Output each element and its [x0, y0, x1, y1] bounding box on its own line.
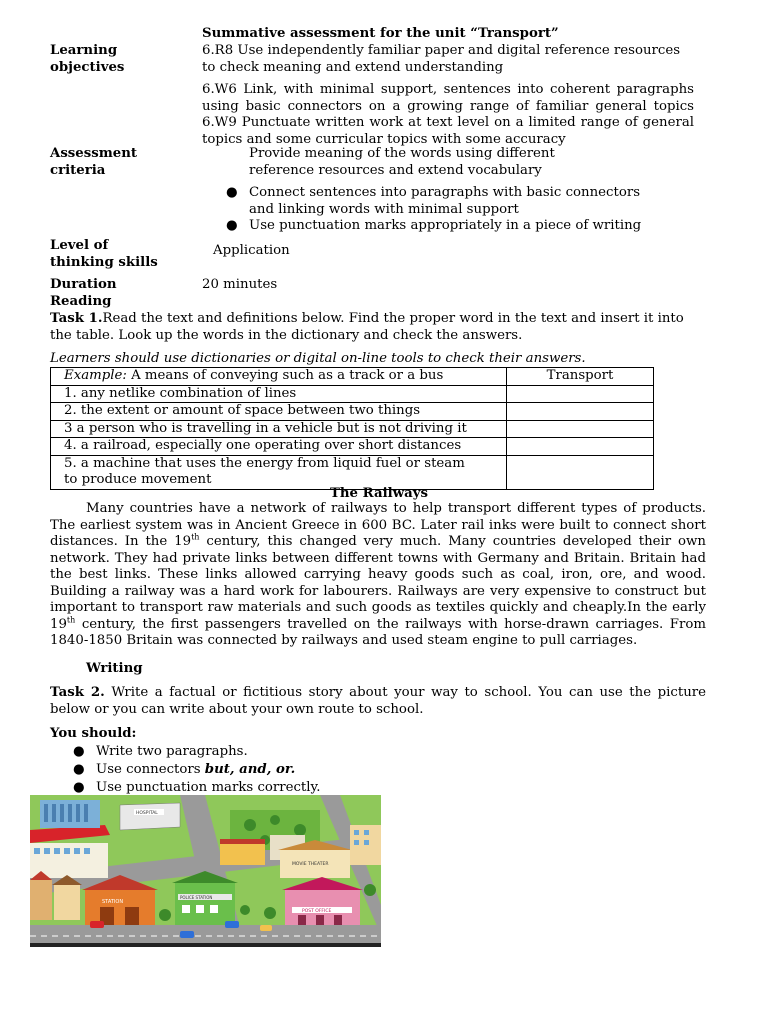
task-1-label: Task 1. [50, 311, 103, 326]
example-label: Example: [64, 368, 127, 383]
answer-input[interactable] [507, 385, 654, 403]
table-row [51, 385, 654, 403]
objectives-line-2: 6.W6 Link, with minimal support, sentences into coherent paragraphs using basic connectors on a growing range of familiar general topics 6.W9 Punctuate written work at text level on a limited range of general topics and some curricular topics with some accuracy [202, 82, 694, 147]
table-row [51, 455, 654, 489]
town-illustration [30, 795, 381, 947]
post-office-sign: POST OFFICE [302, 909, 332, 914]
criteria-list [226, 185, 649, 235]
list-item: ● Use punctuation marks correctly. [73, 780, 321, 795]
thinking-value: Application [213, 243, 290, 258]
table-cell-answer: Transport [507, 368, 654, 386]
station-sign: STATION [102, 899, 124, 905]
table-cell-definition: 3 a person who is travelling in a vehicle but is not driving it [51, 420, 507, 438]
you-should-label: You should: [50, 726, 137, 741]
task-2 [50, 685, 706, 718]
writing-requirements [73, 743, 596, 797]
reading-heading: Reading [50, 294, 112, 309]
task-2-label: Task 2. [50, 685, 105, 700]
thinking-label: Level of thinking skills [50, 238, 158, 270]
writing-heading: Writing [86, 661, 143, 676]
task-2-text: Write a factual or fictitious story about your way to school. You can use the picture below or you can write about your own route to school. [50, 685, 706, 717]
movie-theater-sign: MOVIE THEATER [292, 862, 329, 867]
duration-label: Duration [50, 277, 117, 292]
bullet-icon: ● [73, 780, 85, 795]
answer-input[interactable] [507, 403, 654, 421]
table-row [51, 403, 654, 421]
criteria-label: Assessment criteria [50, 146, 138, 178]
town-map-image [30, 795, 381, 947]
answer-input[interactable] [507, 455, 654, 489]
list-item: ● Write two paragraphs. [73, 744, 248, 759]
table-row [51, 368, 654, 386]
table-row [51, 420, 654, 438]
police-station-sign: POLICE STATION [180, 895, 213, 900]
bullet-icon: ● [73, 762, 85, 777]
criteria-item: ● Use punctuation marks appropriately in a piece of writing [226, 218, 642, 233]
objectives-label: Learning objectives [50, 43, 125, 75]
table-cell-definition: 1. any netlike combination of lines [51, 385, 507, 403]
duration-value: 20 minutes [202, 277, 278, 292]
table-cell-definition [51, 368, 507, 386]
example-text: A means of conveying such as a track or a bus [126, 368, 444, 383]
hospital-sign: HOSPITAL [136, 811, 158, 816]
table-cell-definition: 2. the extent or amount of space between two things [51, 403, 507, 421]
table-row [51, 438, 654, 456]
answer-input[interactable] [507, 438, 654, 456]
list-item: ● Use connectors but, and, or. [73, 762, 296, 777]
railways-title: The Railways [330, 486, 428, 501]
answer-input[interactable] [507, 420, 654, 438]
bullet-icon: ● [73, 744, 85, 759]
task-1-note: Learners should use dictionaries or digital on-line tools to check their answers. [50, 351, 586, 366]
vocabulary-table [50, 367, 654, 490]
criteria-item: ● Connect sentences into paragraphs with basic connectors and linking words with minimal support [226, 185, 641, 217]
criteria-intro: Provide meaning of the words using different reference resources and extend vocabulary [249, 146, 555, 178]
railways-text: Many countries have a network of railways to help transport different types of products. The earliest system was in Ancient Greece in 600 BC. Later rail inks were built to connect short distances. In the 19th century, this changed very much. Many countries developed their own network. They had private links between different towns with Germany and Britain. Britain had the best links. These links allowed carrying heavy goods such as coal, iron, ore, and wood. Building a railway was a hard work for labourers. Railways are very expensive to construct but important to transport raw materials and such goods as textiles quickly and cheaply.In the early 19th century, the first passengers travelled on the railways with horse-drawn carriages. From 1840-1850 Britain was connected by railways and used steam engine to pull carriages. [50, 501, 707, 648]
task-1-text: Read the text and definitions below. Find the proper word in the text and insert it into the table. Look up the words in the dictionary and check the answers. [50, 311, 684, 343]
task-1 [50, 311, 706, 344]
bullet-icon: ● [226, 185, 238, 200]
document-title: Summative assessment for the unit “Transport” [202, 26, 559, 41]
table-cell-definition: 4. a railroad, especially one operating over short distances [51, 438, 507, 456]
objectives-line-1: 6.R8 Use independently familiar paper and digital reference resources to check meaning and extend understanding [202, 43, 681, 75]
table-cell-definition: 5. a machine that uses the energy from liquid fuel or steam to produce movement [51, 455, 507, 489]
bullet-icon: ● [226, 218, 238, 233]
